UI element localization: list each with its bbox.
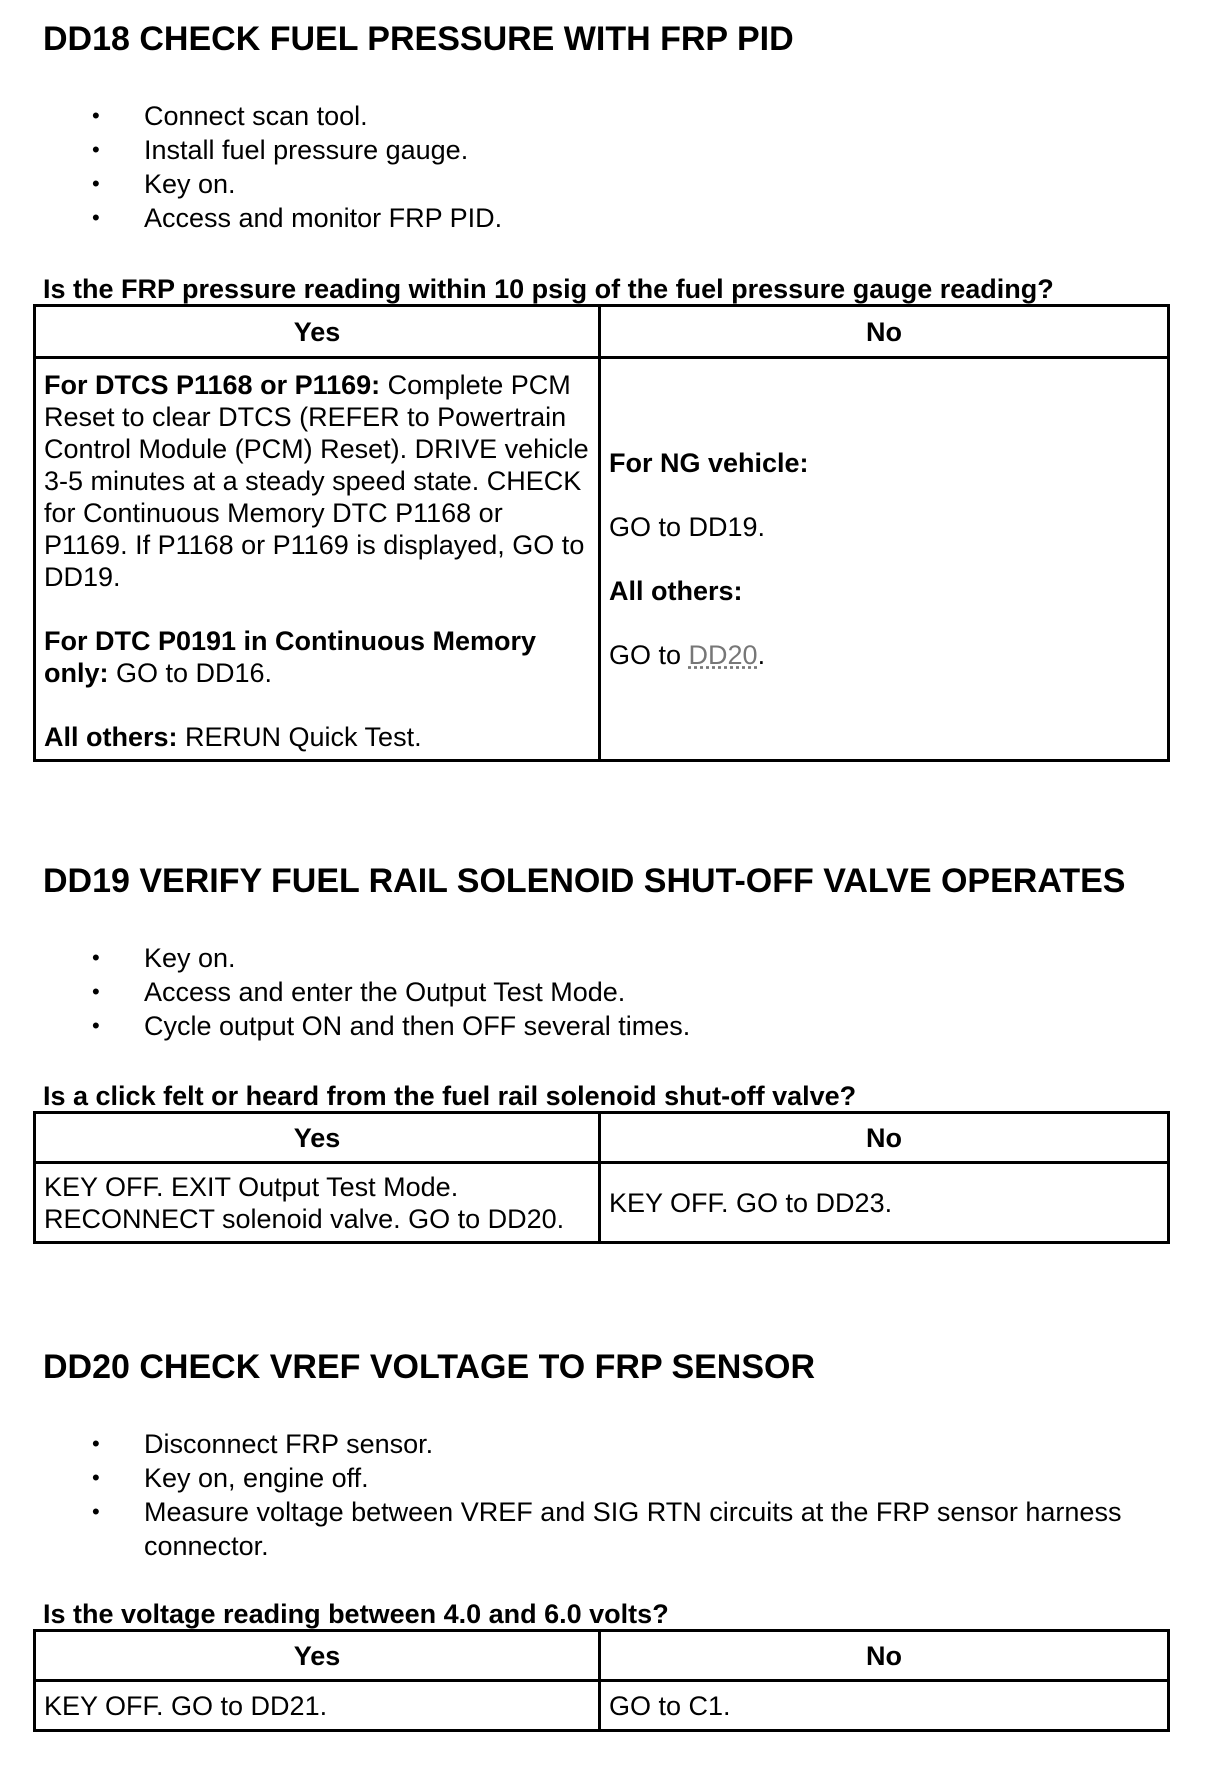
no-header: No (600, 1631, 1169, 1681)
dd20-result-table (33, 1629, 1170, 1732)
list-item: • Measure voltage between VREF and SIG RTN circuits at the FRP sensor harness connector. (92, 1497, 1122, 1561)
dd18-no-cell (600, 358, 1169, 761)
list-item: • Access and monitor FRP PID. (92, 203, 503, 233)
dd19-yes-cell: KEY OFF. EXIT Output Test Mode. RECONNECT solenoid valve. GO to DD20. (35, 1163, 600, 1243)
dd18-result-table (33, 304, 1170, 762)
no-line-1: For NG vehicle: (609, 448, 809, 478)
list-item: • Key on. (92, 943, 236, 973)
dd20-yes-cell: KEY OFF. GO to DD21. (35, 1681, 600, 1731)
bullet-icon: • (92, 137, 100, 162)
list-item: • Access and enter the Output Test Mode. (92, 977, 626, 1007)
bullet-icon: • (92, 103, 100, 128)
no-header: No (600, 1113, 1169, 1163)
yes-header: Yes (35, 1113, 600, 1163)
no-line-4: GO to DD20. (609, 640, 766, 670)
dd18-question: Is the FRP pressure reading within 10 psig of the fuel pressure gauge reading? (43, 274, 1054, 304)
dd19-no-cell: KEY OFF. GO to DD23. (600, 1163, 1169, 1243)
dd18-heading: DD18 CHECK FUEL PRESSURE WITH FRP PID (43, 20, 794, 58)
bullet-icon: • (92, 979, 100, 1004)
dd20-no-cell: GO to C1. (600, 1681, 1169, 1731)
yes-header: Yes (35, 1631, 600, 1681)
bullet-icon: • (92, 205, 100, 230)
list-item: • Install fuel pressure gauge. (92, 135, 469, 165)
list-item: • Key on. (92, 169, 236, 199)
list-item: • Connect scan tool. (92, 101, 368, 131)
dd19-question: Is a click felt or heard from the fuel rail solenoid shut-off valve? (43, 1081, 857, 1111)
bullet-icon: • (92, 1431, 100, 1456)
dd20-link[interactable]: DD20 (688, 640, 758, 670)
yes-paragraph-3: All others: RERUN Quick Test. (44, 722, 422, 752)
bullet-icon: • (92, 945, 100, 970)
yes-paragraph-1: For DTCS P1168 or P1169: Complete PCM Reset to clear DTCS (REFER to Powertrain Control Module (PCM) Reset). DRIVE vehicle 3-5 minutes at a steady speed state. CHECK for Continuous Memory DTC P1168 or P1169. If P1168 or P1169 is displayed, GO to DD19. (44, 370, 589, 592)
dd20-question: Is the voltage reading between 4.0 and 6.0 volts? (43, 1599, 669, 1629)
list-item: • Cycle output ON and then OFF several times. (92, 1011, 691, 1041)
dd18-steps (0, 99, 1216, 235)
dd19-heading: DD19 VERIFY FUEL RAIL SOLENOID SHUT-OFF VALVE OPERATES (43, 862, 1126, 900)
dd19-steps (0, 941, 1216, 1043)
bullet-icon: • (92, 1499, 100, 1524)
no-line-3: All others: (609, 576, 743, 606)
bullet-icon: • (92, 1465, 100, 1490)
dd19-result-table (33, 1111, 1170, 1244)
dd20-heading: DD20 CHECK VREF VOLTAGE TO FRP SENSOR (43, 1348, 816, 1386)
no-header: No (600, 306, 1169, 358)
bullet-icon: • (92, 1013, 100, 1038)
dd18-yes-cell (35, 358, 600, 761)
list-item: • Disconnect FRP sensor. (92, 1429, 434, 1459)
list-item: • Key on, engine off. (92, 1463, 369, 1493)
dd20-steps (0, 1427, 1216, 1563)
yes-paragraph-2: For DTC P0191 in Continuous Memory only: GO to DD16. (44, 626, 537, 688)
yes-header: Yes (35, 306, 600, 358)
bullet-icon: • (92, 171, 100, 196)
no-line-2: GO to DD19. (609, 512, 766, 542)
